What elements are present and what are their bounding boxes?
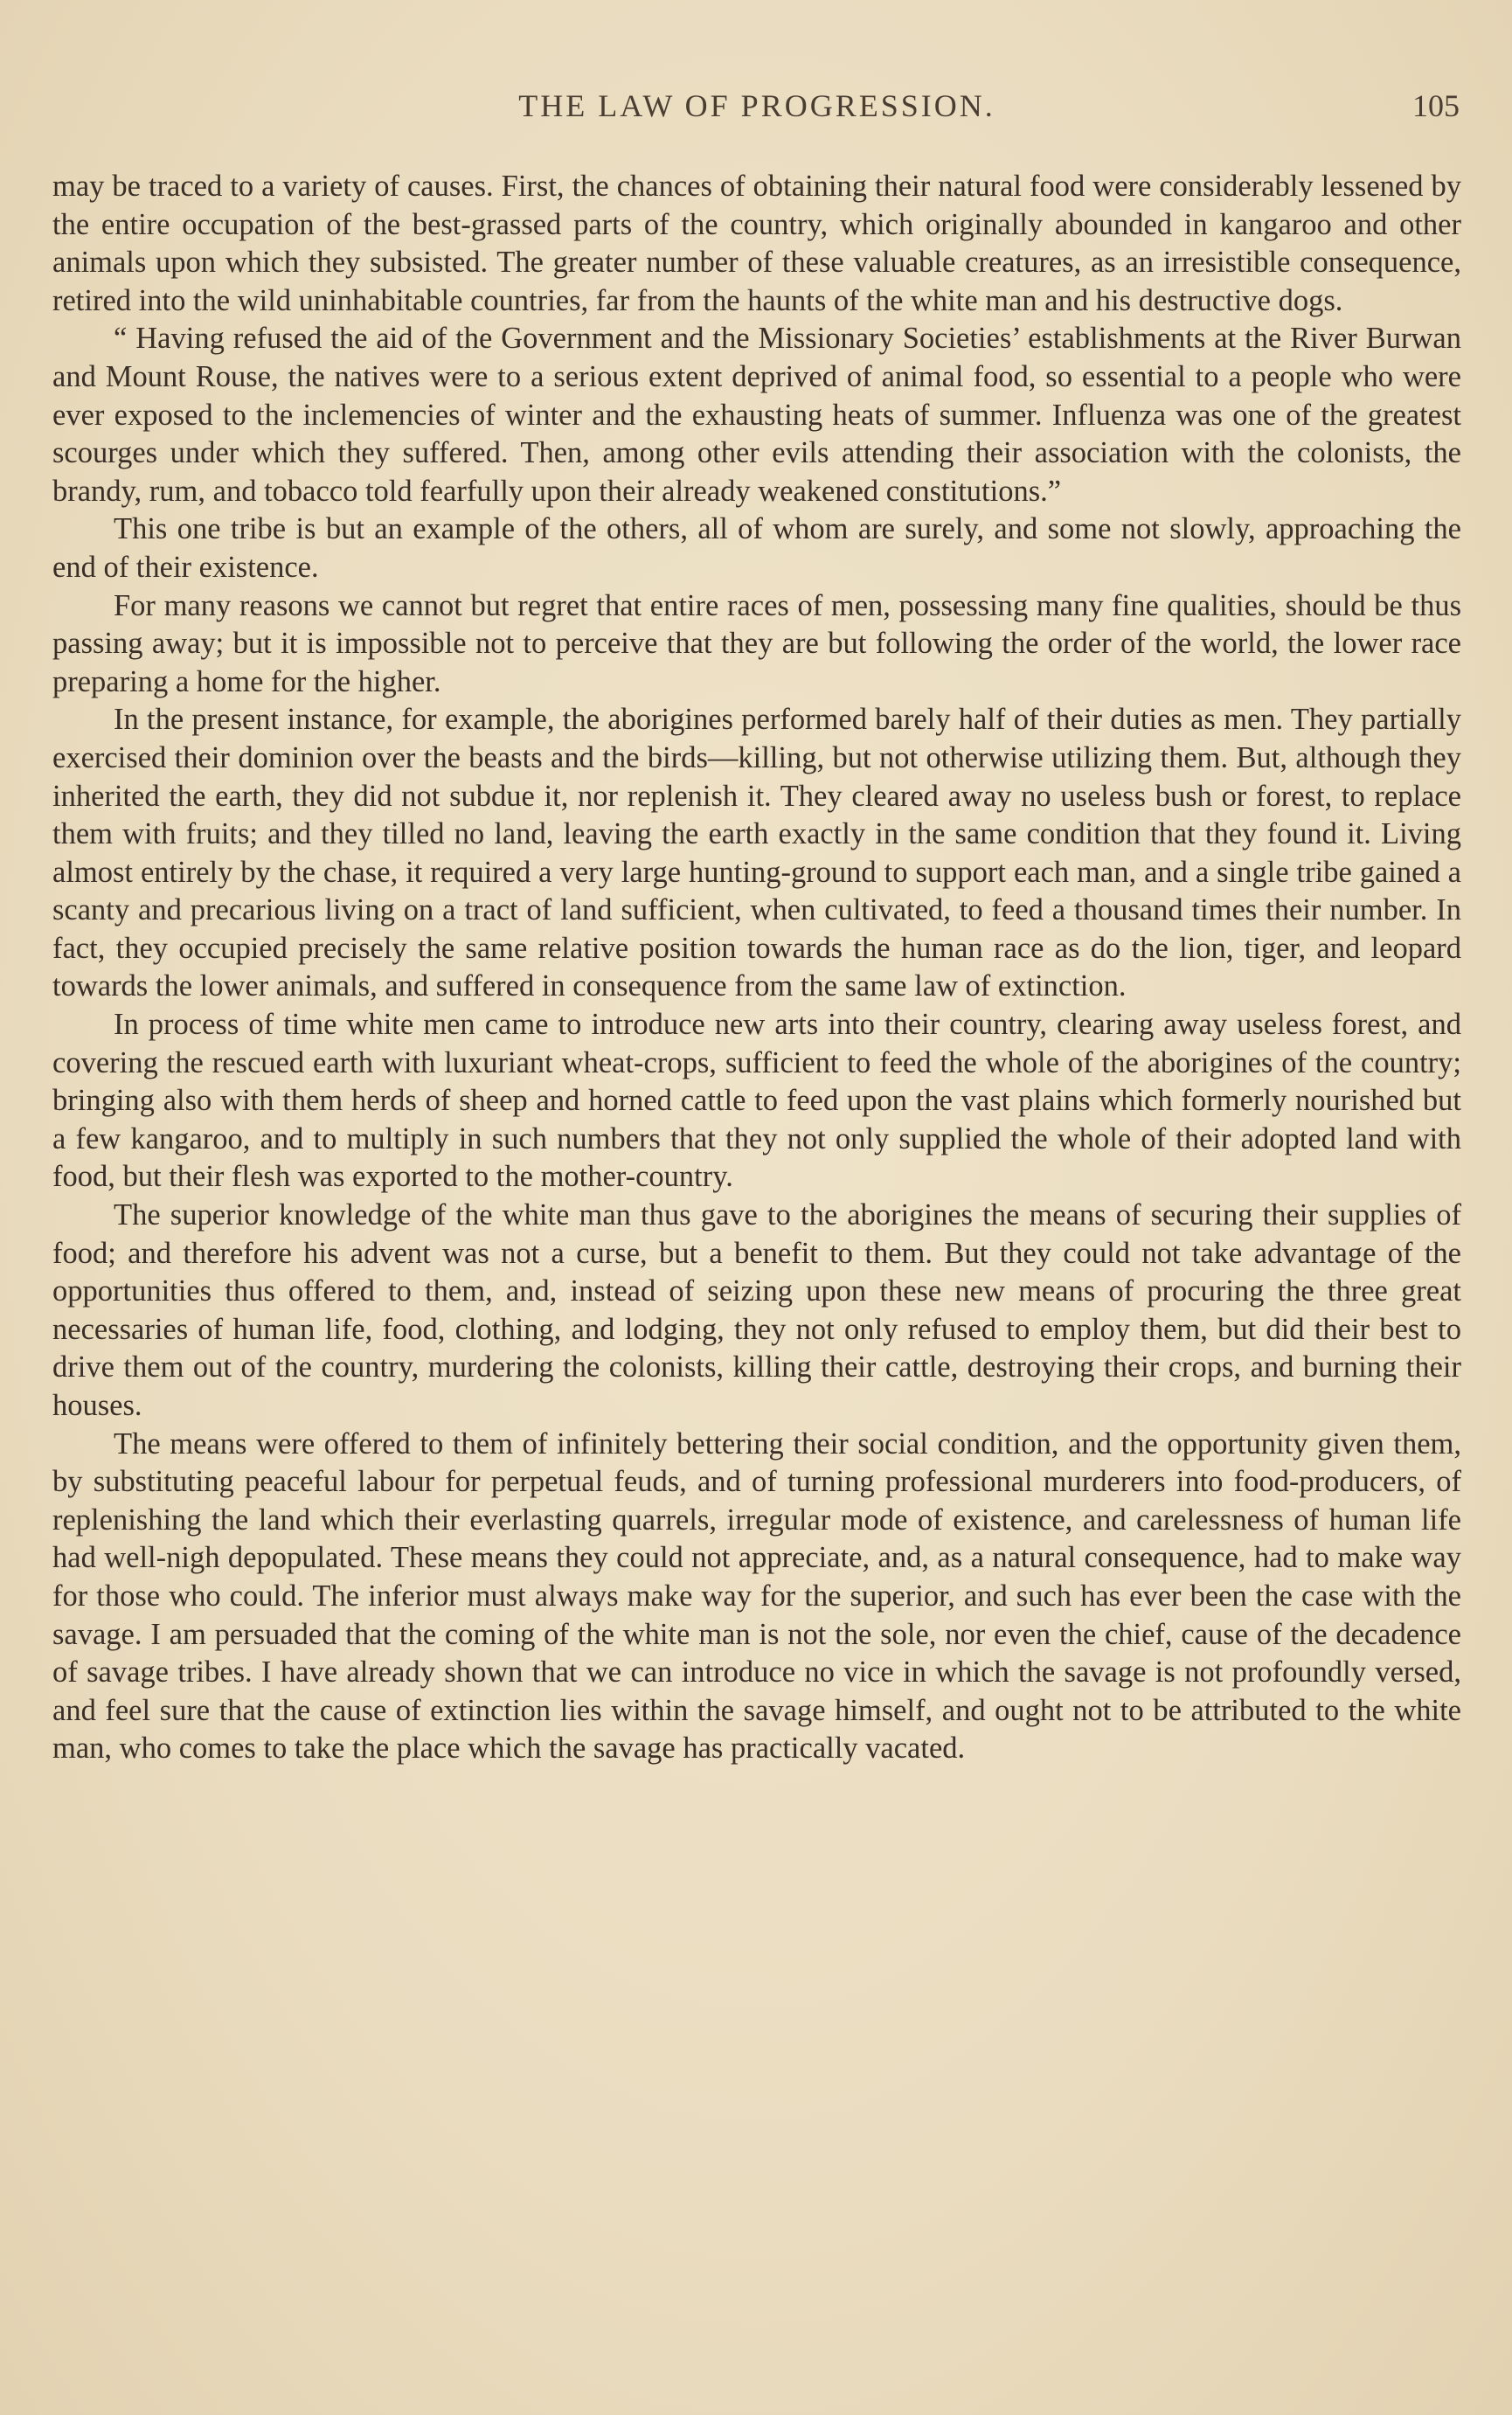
paragraph: The means were offered to them of infinitely bettering their social condition, and the opportunity given them, by substituting peaceful labour for perpetual feuds, and of turning professional murderers into food-producers, of replenishing the land which their everlasting quarrels, irregular mode of existence, and carelessness of human life had well-nigh depopulated. These means they could not appreciate, and, as a natural consequence, had to make way for those who could. The inferior must always make way for the superior, and such has ever been the case with the savage. I am persuaded that the coming of the white man is not the sole, nor even the chief, cause of the decadence of savage tribes. I have already shown that we can introduce no vice in which the savage is not profoundly versed, and feel sure that the cause of extinction lies within the savage himself, and ought not to be attributed to the white man, who comes to take the place which the savage has practically vacated.: [52, 1426, 1461, 1766]
paragraph: In the present instance, for example, the aborigines performed barely half of their duties as men. They partially exercised their dominion over the beasts and the birds—killing, but not otherwise utilizing them. But, although they inherited the earth, they did not subdue it, nor replenish it. They cleared away no useless bush or forest, to replace them with fruits; and they tilled no land, leaving the earth exactly in the same condition that they found it. Living almost entirely by the chase, it required a very large hunting-ground to support each man, and a single tribe gained a scanty and precarious living on a tract of land sufficient, when cultivated, to feed a thousand times their number. In fact, they occupied precisely the same relative position towards the human race as do the lion, tiger, and leopard towards the lower animals, and suffered in consequence from the same law of extinction.: [52, 703, 1461, 1003]
paragraph: The superior knowledge of the white man thus gave to the aborigines the means of securing their supplies of food; and therefore his advent was not a curse, but a benefit to them. But they could not take advantage of the opportunities thus offered to them, and, instead of seizing upon these new means of procuring the three great necessaries of human life, food, clothing, and lodging, they not only refused to employ them, but did their best to drive them out of the country, murdering the colonists, killing their cattle, destroying their crops, and burning their houses.: [52, 1198, 1461, 1422]
paragraph-quote: “ Having refused the aid of the Government and the Missionary Societies’ establishments at the River Burwan and Mount Rouse, the natives were to a serious extent deprived of animal food, so essential to a people who were ever exposed to the inclemencies of winter and the exhausting heats of summer. Influenza was one of the greatest scourges under which they suffered. Then, among other evils attending their association with the colonists, the brandy, rum, and tobacco told fearfully upon their already weakened constitutions.”: [52, 322, 1461, 508]
page-number: 105: [1412, 88, 1460, 123]
paragraph: In process of time white men came to introduce new arts into their country, clearing away useless forest, and covering the rescued earth with luxuriant wheat-crops, sufficient to feed the whole of the aborigines of the country; bringing also with them herds of sheep and horned cattle to feed upon the vast plains which formerly nourished but a few kangaroo, and to multiply in such numbers that they not only supplied the whole of their adopted land with food, but their flesh was exported to the mother-country.: [52, 1008, 1461, 1194]
running-title: THE LAW OF PROGRESSION.: [518, 88, 995, 123]
paragraph: This one tribe is but an example of the others, all of whom are surely, and some not slowly, approaching the end of their existence.: [52, 512, 1461, 584]
body-text: [52, 168, 1461, 1768]
paragraph: For many reasons we cannot but regret that entire races of men, possessing many fine qualities, should be thus passing away; but it is impossible not to perceive that they are but following the order of the world, the lower race preparing a home for the higher.: [52, 588, 1461, 698]
paragraph: may be traced to a variety of causes. First, the chances of obtaining their natural food were considerably lessened by the entire occupation of the best-grassed parts of the country, which originally abounded in kangaroo and other animals upon which they subsisted. The greater number of these valuable creatures, as an irresistible consequence, retired into the wild uninhabitable countries, far from the haunts of the white man and his destructive dogs.: [52, 170, 1461, 317]
page-header: [52, 87, 1461, 140]
